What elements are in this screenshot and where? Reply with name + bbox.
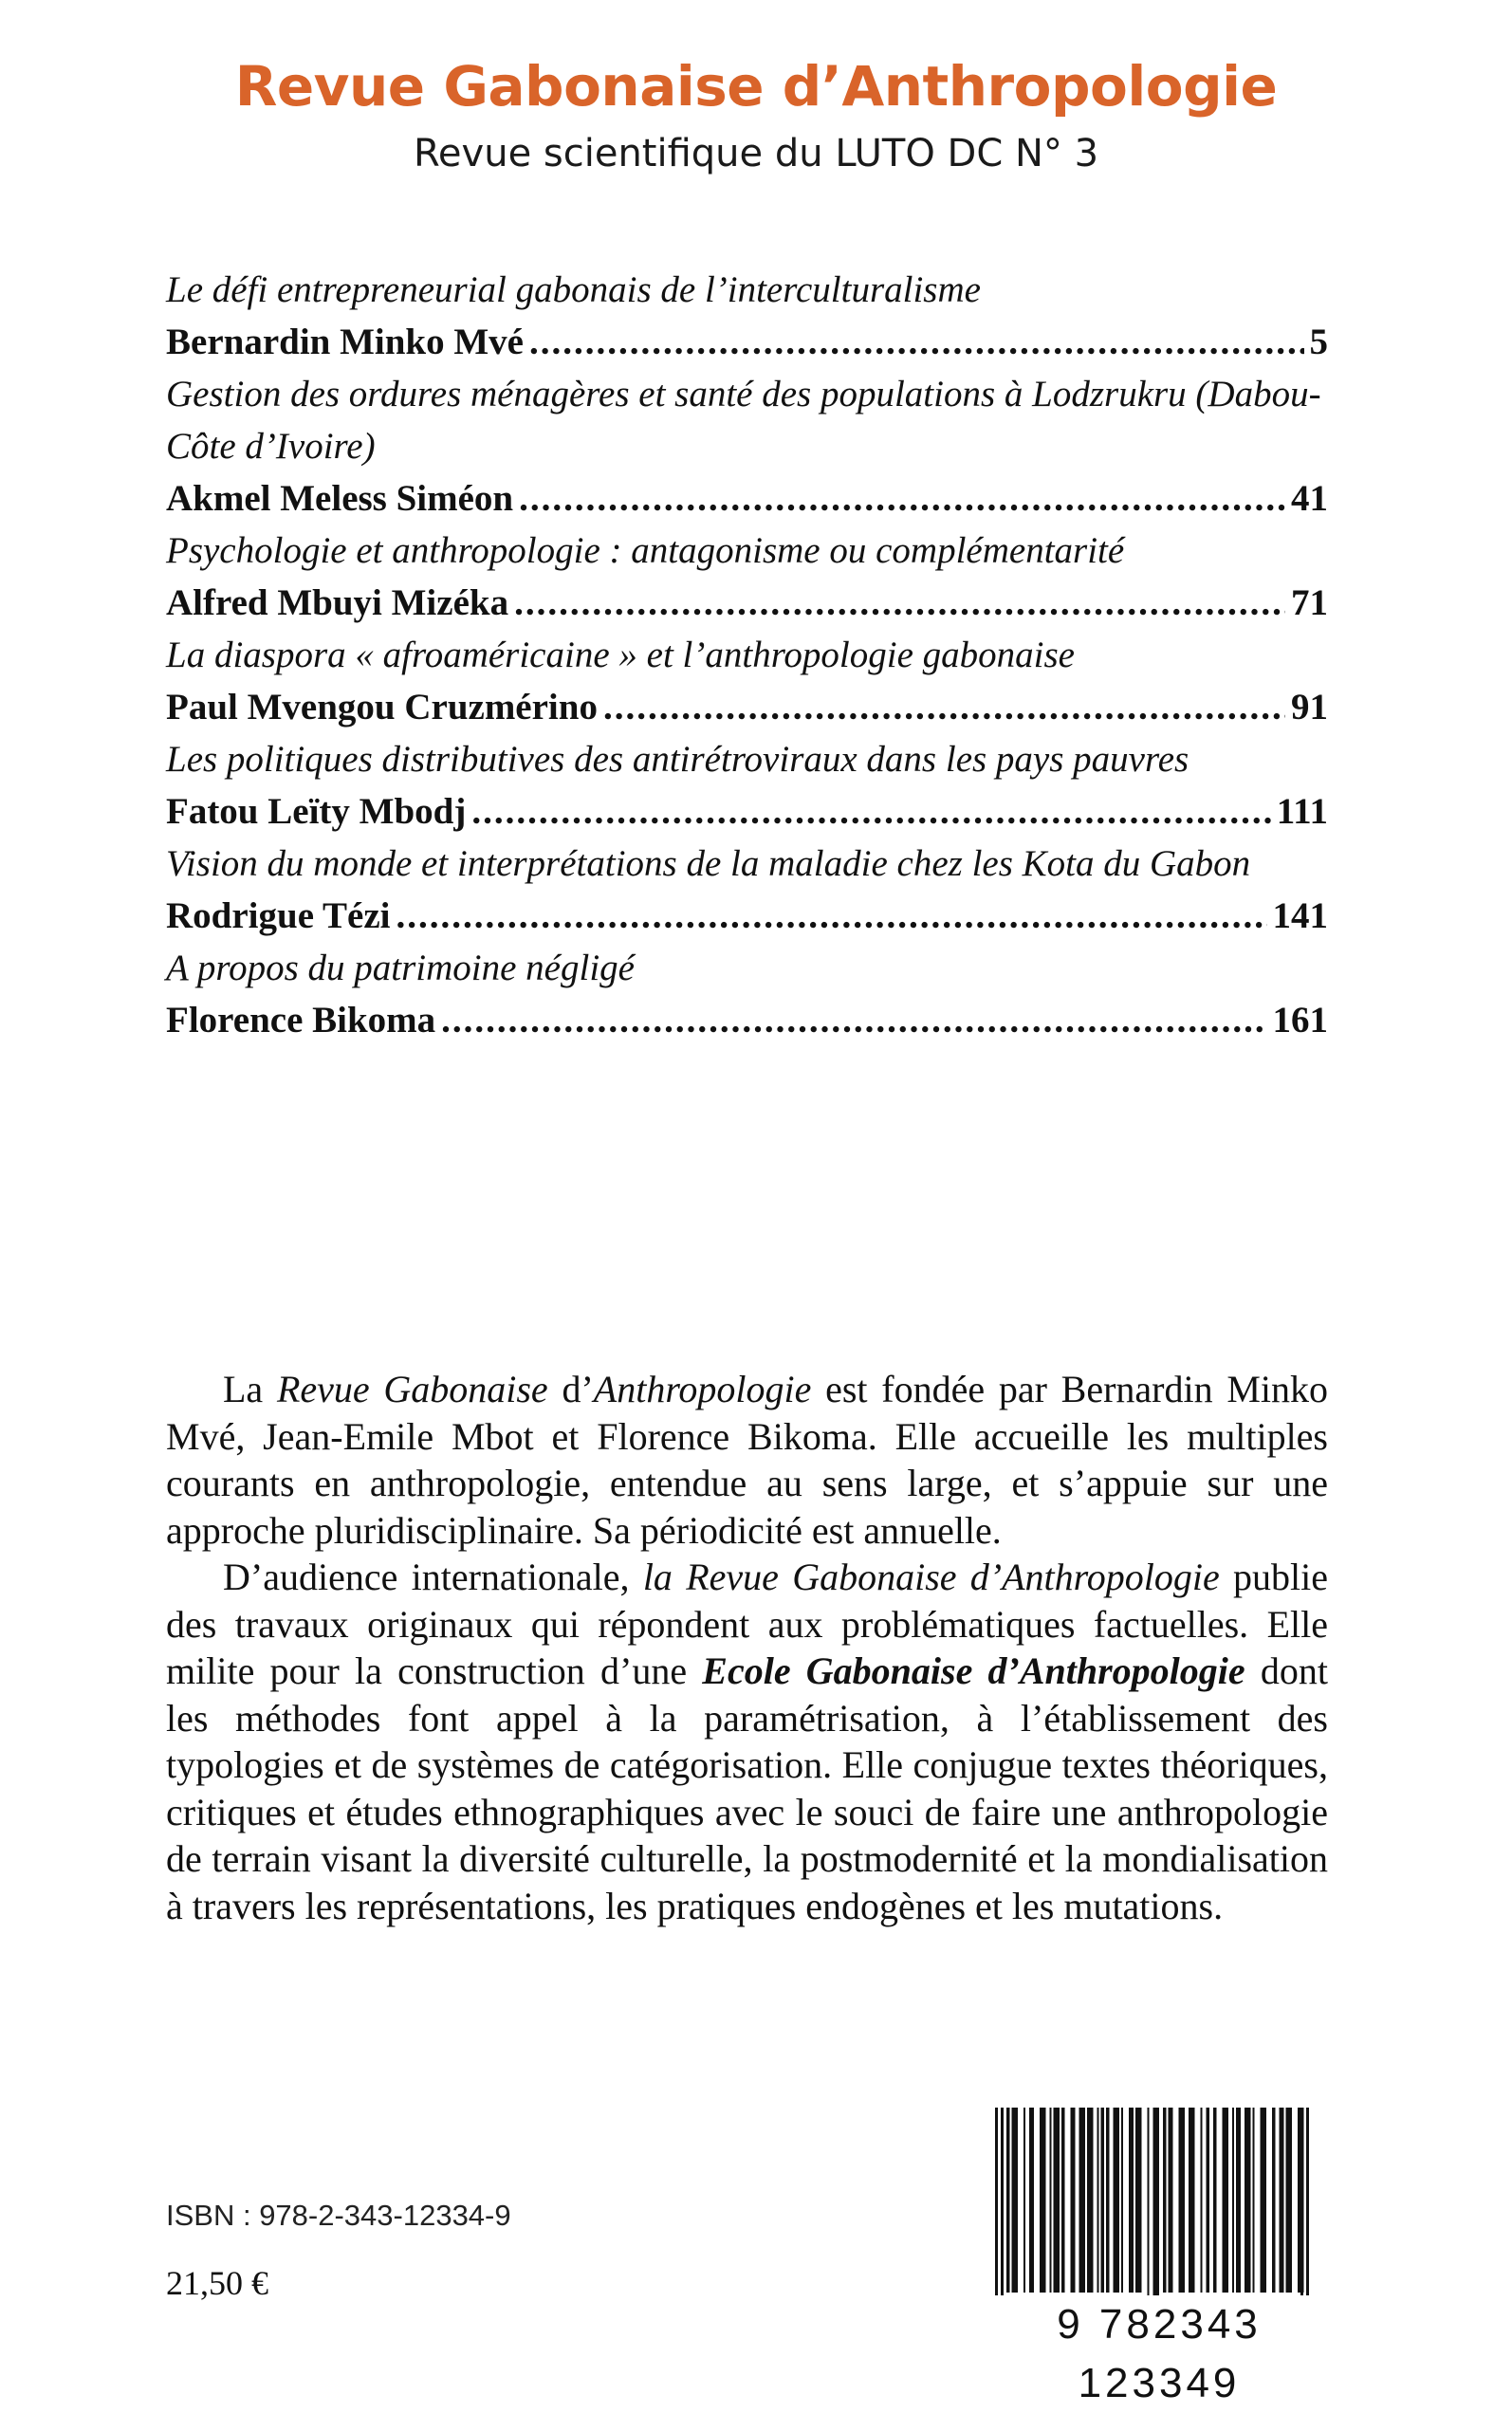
description-paragraph-2 xyxy=(166,1554,1328,1929)
barcode-bar xyxy=(1101,2108,1105,2293)
barcode-bar xyxy=(1232,2108,1234,2293)
barcode xyxy=(984,2108,1335,2406)
barcode-bar xyxy=(1213,2108,1217,2293)
article-page: 41 xyxy=(1291,478,1328,519)
barcode-bar xyxy=(1029,2108,1034,2293)
article-author-row xyxy=(166,577,1328,629)
barcode-bar xyxy=(1253,2108,1255,2293)
text-run: La xyxy=(223,1368,277,1410)
article-title: Gestion des ordures ménagères et santé des populations à Lodzrukru (Dabou-Côte d’Ivoire) xyxy=(166,374,1321,467)
article-author: Bernardin Minko Mvé xyxy=(166,322,524,362)
article-author: Fatou Leïty Mbodj xyxy=(166,791,467,832)
barcode-bar xyxy=(1169,2108,1173,2293)
barcode-bar xyxy=(1129,2108,1134,2293)
barcode-bar xyxy=(1087,2108,1094,2293)
text-run: est fondée par Bernardin Minko Mvé, Jean-Emile Mbot et Florence Bikoma. Elle accueille les multiples courants en anthropologie, entendue au sens large, et s’appuie sur une approche pluridisciplinaire. Sa périodicité est annuelle. xyxy=(166,1368,1329,1552)
dot-leader xyxy=(441,994,1266,1046)
barcode-bar xyxy=(1261,2108,1267,2293)
article-author-row xyxy=(166,785,1328,838)
barcode-bar xyxy=(1153,2108,1160,2312)
table-of-contents xyxy=(166,264,1328,1046)
article-author: Paul Mvengou Cruzmérino xyxy=(166,687,598,728)
toc-entry xyxy=(166,264,1328,368)
barcode-bar xyxy=(995,2108,998,2312)
barcode-bar xyxy=(1280,2108,1284,2293)
barcode-bar xyxy=(1286,2108,1293,2293)
article-title: Vision du monde et interprétations de la maladie chez les Kota du Gabon xyxy=(166,843,1251,884)
barcode-digits: 9 782343 123349 xyxy=(984,2295,1335,2413)
toc-entry xyxy=(166,942,1328,1046)
barcode-bar xyxy=(1207,2108,1210,2293)
journal-description xyxy=(166,1366,1328,1929)
barcode-bar xyxy=(1236,2108,1241,2293)
barcode-bar xyxy=(1012,2108,1019,2293)
journal-name-italic: Revue Gabonaise xyxy=(276,1368,548,1410)
article-title: Psychologie et anthropologie : antagonisme ou complémentarité xyxy=(166,530,1125,571)
article-author-row xyxy=(166,316,1328,368)
barcode-bar xyxy=(1272,2108,1276,2293)
article-author: Akmel Meless Siméon xyxy=(166,478,514,519)
toc-entry xyxy=(166,838,1328,942)
text-run: dont les méthodes font appel à la paramétrisation, à l’établissement des typologies et de systèmes de catégorisation. Elle conjugue textes théoriques, critiques et études ethnographiques avec le souci de faire une anthropologie de terrain visant la diversité culturelle, la postmodernité et la mondialisation à travers les représentations, les pratiques endogènes et les mutations. xyxy=(166,1649,1328,1927)
text-run: D’audience internationale, xyxy=(223,1556,643,1598)
barcode-bar xyxy=(1097,2108,1099,2293)
article-author-row xyxy=(166,681,1328,733)
toc-entry xyxy=(166,629,1328,733)
dot-leader xyxy=(396,890,1267,942)
barcode-bar xyxy=(1201,2108,1203,2293)
barcode-bars xyxy=(984,2108,1335,2312)
isbn: ISBN : 978-2-343-12334-9 xyxy=(166,2199,511,2232)
article-page: 141 xyxy=(1272,895,1328,936)
toc-entry xyxy=(166,733,1328,838)
barcode-bar xyxy=(1040,2108,1046,2293)
journal-name-italic: la Revue Gabonaise d’Anthropologie xyxy=(642,1556,1220,1598)
text-run: d’ xyxy=(547,1368,594,1410)
barcode-bar xyxy=(1071,2108,1076,2293)
barcode-bar xyxy=(1223,2108,1229,2293)
journal-name-italic: Anthropologie xyxy=(593,1368,812,1410)
article-author-row xyxy=(166,890,1328,942)
article-author: Rodrigue Tézi xyxy=(166,895,391,936)
barcode-bar xyxy=(1001,2108,1004,2312)
article-author: Florence Bikoma xyxy=(166,1000,436,1041)
article-title: A propos du patrimoine négligé xyxy=(166,948,635,988)
article-page: 111 xyxy=(1276,791,1328,832)
price: 21,50 € xyxy=(166,2264,268,2302)
barcode-bar xyxy=(1300,2108,1303,2312)
barcode-bar xyxy=(1189,2108,1195,2293)
article-title: Le défi entrepreneurial gabonais de l’interculturalisme xyxy=(166,269,981,310)
barcode-bar xyxy=(1050,2108,1052,2293)
article-page: 161 xyxy=(1272,1000,1328,1041)
barcode-bar xyxy=(1245,2108,1251,2293)
journal-title: Revue Gabonaise d’Anthropologie xyxy=(234,54,1278,119)
barcode-bar xyxy=(1306,2108,1309,2312)
article-author-row xyxy=(166,472,1328,525)
dot-leader xyxy=(519,472,1285,525)
article-page: 91 xyxy=(1291,687,1328,728)
barcode-bar xyxy=(1054,2108,1060,2293)
header xyxy=(0,54,1512,175)
dot-leader xyxy=(603,681,1285,733)
article-author: Alfred Mbuyi Mizéka xyxy=(166,582,509,623)
barcode-bar xyxy=(1061,2108,1065,2293)
barcode-bar xyxy=(1135,2108,1142,2293)
barcode-bar xyxy=(1106,2108,1110,2293)
article-title: La diaspora « afroaméricaine » et l’anthropologie gabonaise xyxy=(166,635,1075,675)
journal-subtitle: Revue scientifique du LUTO DC N° 3 xyxy=(413,132,1099,175)
dot-leader xyxy=(471,785,1270,838)
dot-leader xyxy=(529,316,1304,368)
description-paragraph-1 xyxy=(166,1366,1328,1554)
article-title: Les politiques distributives des antirétroviraux dans les pays pauvres xyxy=(166,739,1189,780)
barcode-bar xyxy=(1006,2108,1010,2293)
dot-leader xyxy=(514,577,1285,629)
barcode-bar xyxy=(1114,2108,1120,2293)
text-run: publie des travaux originaux qui répondent aux problématiques factuelles. Elle milite pour la construction d’une xyxy=(166,1556,1328,1692)
barcode-bar xyxy=(1121,2108,1123,2293)
article-page: 5 xyxy=(1309,322,1328,362)
toc-entry xyxy=(166,525,1328,629)
article-author-row xyxy=(166,994,1328,1046)
barcode-bar xyxy=(1163,2108,1167,2293)
school-name: Ecole Gabonaise d’Anthropologie xyxy=(702,1649,1245,1692)
toc-entry xyxy=(166,368,1328,525)
barcode-bar xyxy=(1023,2108,1025,2293)
barcode-bar xyxy=(1148,2108,1150,2312)
article-page: 71 xyxy=(1291,582,1328,623)
barcode-bar xyxy=(1179,2108,1186,2293)
barcode-bar xyxy=(1079,2108,1086,2293)
